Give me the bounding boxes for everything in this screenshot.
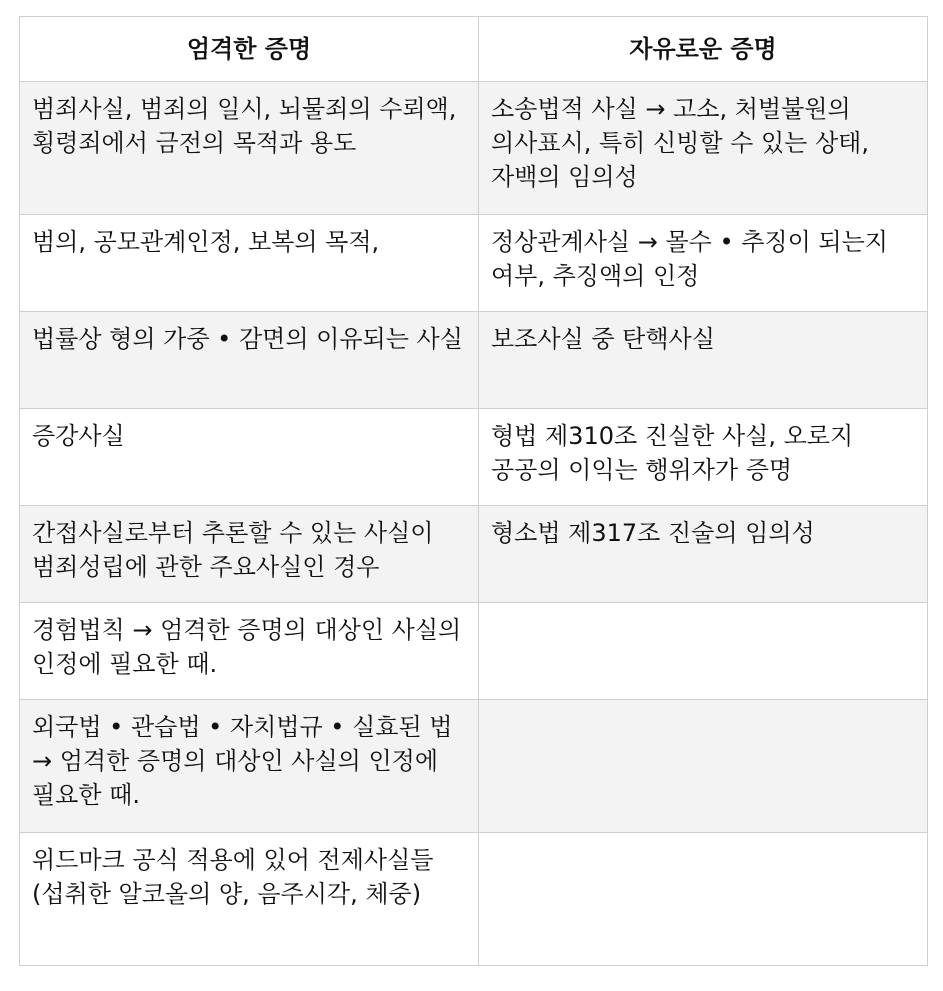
table-row	[20, 700, 928, 833]
table-header-row	[20, 17, 928, 82]
free-proof-cell: 보조사실 중 탄핵사실	[479, 312, 928, 409]
free-proof-cell: 소송법적 사실 → 고소, 처벌불원의 의사표시, 특히 신빙할 수 있는 상태, 자백의 임의성	[479, 82, 928, 215]
strict-proof-cell: 범죄사실, 범죄의 일시, 뇌물죄의 수뢰액, 횡령죄에서 금전의 목적과 용도	[20, 82, 479, 215]
strict-proof-cell: 위드마크 공식 적용에 있어 전제사실들(섭취한 알코올의 양, 음주시각, 체중)	[20, 833, 479, 966]
table-row	[20, 82, 928, 215]
strict-proof-cell: 법률상 형의 가중 • 감면의 이유되는 사실	[20, 312, 479, 409]
strict-proof-cell: 경험법칙 → 엄격한 증명의 대상인 사실의 인정에 필요한 때.	[20, 603, 479, 700]
header-strict-proof: 엄격한 증명	[20, 17, 479, 82]
table-row	[20, 409, 928, 506]
table-row	[20, 506, 928, 603]
strict-proof-cell: 증강사실	[20, 409, 479, 506]
table-row	[20, 215, 928, 312]
strict-proof-cell: 범의, 공모관계인정, 보복의 목적,	[20, 215, 479, 312]
header-free-proof: 자유로운 증명	[479, 17, 928, 82]
strict-proof-cell: 간접사실로부터 추론할 수 있는 사실이 범죄성립에 관한 주요사실인 경우	[20, 506, 479, 603]
free-proof-cell	[479, 603, 928, 700]
proof-comparison-container	[19, 16, 927, 966]
strict-proof-cell: 외국법 • 관습법 • 자치법규 • 실효된 법 → 엄격한 증명의 대상인 사실의 인정에 필요한 때.	[20, 700, 479, 833]
free-proof-cell: 형소법 제317조 진술의 임의성	[479, 506, 928, 603]
table-row	[20, 603, 928, 700]
table-row	[20, 312, 928, 409]
proof-comparison-table	[19, 16, 928, 966]
free-proof-cell	[479, 833, 928, 966]
free-proof-cell: 형법 제310조 진실한 사실, 오로지 공공의 이익는 행위자가 증명	[479, 409, 928, 506]
free-proof-cell: 정상관계사실 → 몰수 • 추징이 되는지 여부, 추징액의 인정	[479, 215, 928, 312]
table-row	[20, 833, 928, 966]
free-proof-cell	[479, 700, 928, 833]
